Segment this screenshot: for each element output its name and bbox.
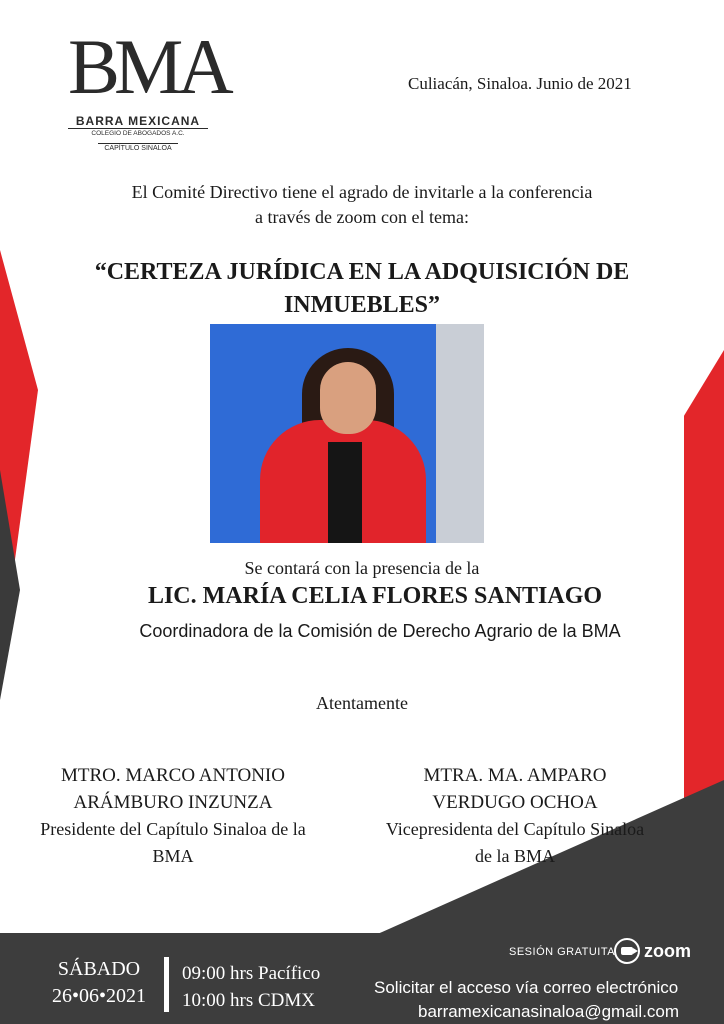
event-day: SÁBADO <box>57 958 141 980</box>
access-request-text: Solicitar el acceso vía correo electrónico <box>374 978 679 997</box>
signatory-name-line-1: MTRO. MARCO ANTONIO <box>61 765 285 786</box>
footer-divider <box>164 957 169 1012</box>
time-cdmx: 10:00 hrs CDMX <box>182 990 316 1011</box>
signatory-title-line-1: Presidente del Capítulo Sinaloa de la <box>40 819 306 839</box>
logo-subtitle: COLEGIO DE ABOGADOS A.C. <box>68 128 208 137</box>
logo-mark: BMA <box>68 23 228 110</box>
time-pacific: 09:00 hrs Pacífico <box>182 963 321 984</box>
signatory-title-line-1: Vicepresidenta del Capítulo Sinaloa <box>385 819 645 839</box>
signatory-name-line-2: VERDUGO OCHOA <box>432 792 598 813</box>
footer-bar <box>0 933 724 1024</box>
presence-text: Se contará con la presencia de la <box>244 558 480 578</box>
zoom-logo <box>614 938 691 964</box>
signatory-president <box>20 762 326 870</box>
signatory-title-line-2: BMA <box>152 846 194 866</box>
date-line: Culiacán, Sinaloa. Junio de 2021 <box>408 74 632 93</box>
speaker-name: LIC. MARÍA CELIA FLORES SANTIAGO <box>147 583 603 609</box>
signatory-name-line-1: MTRA. MA. AMPARO <box>423 765 607 786</box>
conference-topic <box>0 256 724 322</box>
speaker-photo <box>210 324 484 543</box>
intro-line-2: a través de zoom con el tema: <box>255 207 469 227</box>
zoom-wordmark: zoom <box>644 940 691 961</box>
logo-chapter: CAPÍTULO SINALOA <box>98 143 178 152</box>
signatory-name-line-2: ARÁMBURO INZUNZA <box>73 792 273 813</box>
event-date <box>40 956 158 1010</box>
invitation-intro <box>0 180 724 230</box>
event-times <box>182 960 320 1014</box>
bma-logo <box>68 23 228 152</box>
speaker-role: Coordinadora de la Comisión de Derecho Agrario de la BMA <box>139 621 621 641</box>
topic-line-2: INMUEBLES” <box>283 292 441 318</box>
contact-email[interactable]: barramexicanasinaloa@gmail.com <box>418 1002 680 1021</box>
topic-line-1: “CERTEZA JURÍDICA EN LA ADQUISICIÓN DE <box>94 259 630 285</box>
free-session-label: SESIÓN GRATUITA <box>509 946 616 958</box>
zoom-camera-icon <box>614 938 640 964</box>
intro-line-1: El Comité Directivo tiene el agrado de invitarle a la conferencia <box>131 182 593 202</box>
logo-name: BARRA MEXICANA <box>75 114 201 128</box>
signatory-title-line-2: de la BMA <box>475 846 555 866</box>
event-date-value: 26•06•2021 <box>51 985 146 1007</box>
signatory-vicepresident <box>356 762 674 870</box>
closing-text: Atentamente <box>316 693 408 713</box>
